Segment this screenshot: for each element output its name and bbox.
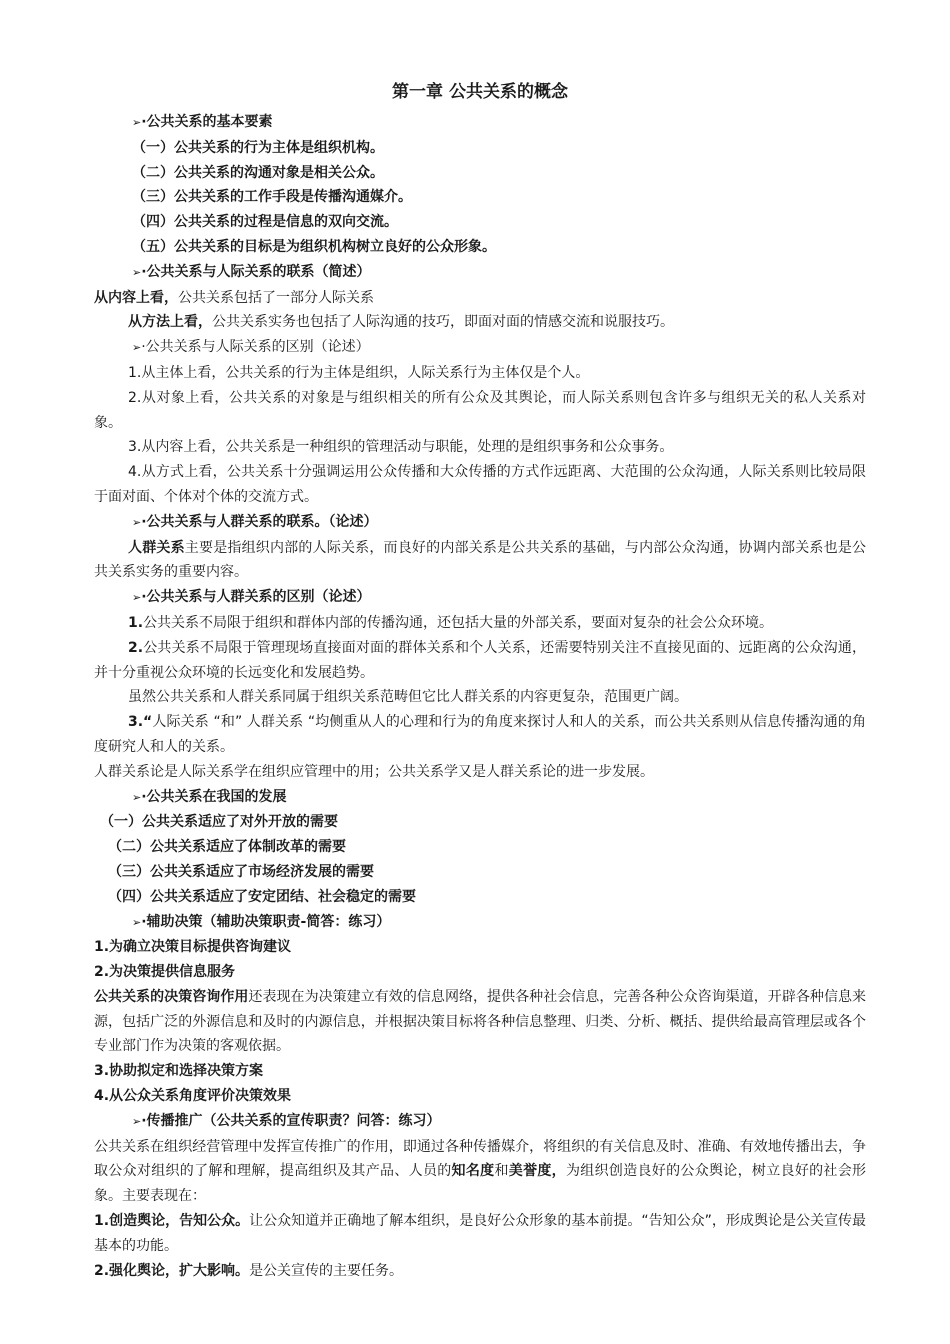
section-heading: ➢·公共关系与人群关系的区别（论述）	[132, 589, 371, 606]
section-heading: ➢·公共关系的基本要素	[132, 114, 273, 130]
section-heading: ➢·辅助决策（辅助决策职责-简答：练习）	[132, 913, 391, 930]
list-item: （五）公共关系的目标是为组织机构树立良好的公众形象。	[132, 238, 496, 255]
list-item: 2.强化舆论，扩大影响。是公关宣传的主要任务。	[94, 1262, 404, 1279]
paragraph: 从内容上看，公共关系包括了一部分人际关系	[94, 289, 374, 306]
paragraph: 公共关系的决策咨询作用还表现在为决策建立有效的信息网络，提供各种社会信息，完善各种公众咨询渠道，开辟各种信息来源，包括广泛的外源信息和及时的内源信息，并根据决策目标将各种信息整理、归类、分析、概括、提供给最高管理层或各个专业部门作为决策的客观依据。	[94, 988, 867, 1055]
list-item: 1.公共关系不局限于组织和群体内部的传播沟通，还包括大量的外部关系，要面对复杂的社会公众环境。	[128, 614, 774, 631]
paragraph: 虽然公共关系和人群关系同属于组织关系范畴但它比人群关系的内容更复杂，范围更广阔。	[128, 689, 688, 706]
arrow-bullet-icon: ➢	[132, 265, 142, 279]
list-item: （二）公共关系适应了体制改革的需要	[108, 839, 346, 856]
list-item: 3.“人际关系 “和” 人群关系 “均侧重从人的心理和行为的角度来探讨人和人的关系，而公共关系则从信息传播沟通的角度研究人和人的关系。	[94, 714, 866, 755]
arrow-bullet-icon: ➢	[132, 790, 142, 804]
paragraph: 公共关系在组织经营管理中发挥宣传推广的作用，即通过各种传播媒介，将组织的有关信息及时、准确、有效地传播出去，争取公众对组织的了解和理解，提高组织及其产品、人员的知名度和美誉度，为组织创造良好的公众舆论，树立良好的社会形象。主要表现在：	[94, 1138, 867, 1205]
paragraph: 从方法上看，公共关系实务也包括了人际沟通的技巧，即面对面的情感交流和说服技巧。	[128, 314, 674, 331]
chapter-title: 第一章 公共关系的概念	[392, 82, 568, 102]
list-item: 1.为确立决策目标提供咨询建议	[94, 939, 292, 956]
list-item: （二）公共关系的沟通对象是相关公众。	[132, 164, 384, 181]
section-heading: ➢·公共关系与人际关系的区别（论述）	[132, 339, 370, 356]
arrow-bullet-icon: ➢	[132, 116, 142, 129]
arrow-bullet-icon: ➢	[132, 341, 142, 355]
list-item: （三）公共关系的工作手段是传播沟通媒介。	[132, 189, 412, 206]
list-item: 1.创造舆论，告知公众。让公众知道并正确地了解本组织，是良好公众形象的基本前提。“告知公众”，形成舆论是公关宣传最基本的功能。	[94, 1213, 866, 1254]
section-heading: ➢·公共关系在我国的发展	[132, 788, 287, 805]
list-item: 3.协助拟定和选择决策方案	[94, 1063, 264, 1080]
arrow-bullet-icon: ➢	[132, 591, 142, 605]
list-item: 4.从公众关系角度评价决策效果	[94, 1088, 292, 1105]
section-heading: ➢·公共关系与人际关系的联系（简述）	[132, 263, 371, 280]
list-item: （四）公共关系适应了安定团结、社会稳定的需要	[108, 888, 416, 905]
list-item: 1.从主体上看，公共关系的行为主体是组织，人际关系行为主体仅是个人。	[128, 364, 590, 381]
list-item: （三）公共关系适应了市场经济发展的需要	[108, 863, 374, 880]
list-item: （四）公共关系的过程是信息的双向交流。	[132, 214, 398, 231]
list-item: 4.从方式上看，公共关系十分强调运用公众传播和大众传播的方式作远距离、大范围的公众沟通，人际关系则比较局限于面对面、个体对个体的交流方式。	[94, 464, 866, 505]
paragraph: 人群关系主要是指组织内部的人际关系，而良好的内部关系是公共关系的基础，与内部公众沟通，协调内部关系也是公共关系实务的重要内容。	[94, 539, 867, 581]
list-item: （一）公共关系适应了对外开放的需要	[100, 814, 338, 831]
list-item: （一）公共关系的行为主体是组织机构。	[132, 139, 384, 156]
list-item: 2.从对象上看，公共关系的对象是与组织相关的所有公众及其舆论，而人际关系则包含许多与组织无关的私人关系对象。	[94, 389, 866, 431]
section-heading: ➢·传播推广（公共关系的宣传职责？问答：练习）	[132, 1112, 441, 1129]
list-item: 3.从内容上看，公共关系是一种组织的管理活动与职能，处理的是组织事务和公众事务。	[128, 439, 674, 456]
paragraph: 人群关系论是人际关系学在组织应管理中的用；公共关系学又是人群关系论的进一步发展。	[94, 763, 654, 780]
document-page	[94, 80, 866, 1283]
arrow-bullet-icon: ➢	[132, 915, 142, 929]
list-item: 2.公共关系不局限于管理现场直接面对面的群体关系和个人关系，还需要特别关注不直接见面的、远距离的公众沟通，并十分重视公众环境的长远变化和发展趋势。	[94, 639, 866, 681]
arrow-bullet-icon: ➢	[132, 515, 142, 529]
list-item: 2.为决策提供信息服务	[94, 964, 236, 981]
section-heading: ➢·公共关系与人群关系的联系。（论述）	[132, 513, 378, 530]
arrow-bullet-icon: ➢	[132, 1114, 142, 1128]
